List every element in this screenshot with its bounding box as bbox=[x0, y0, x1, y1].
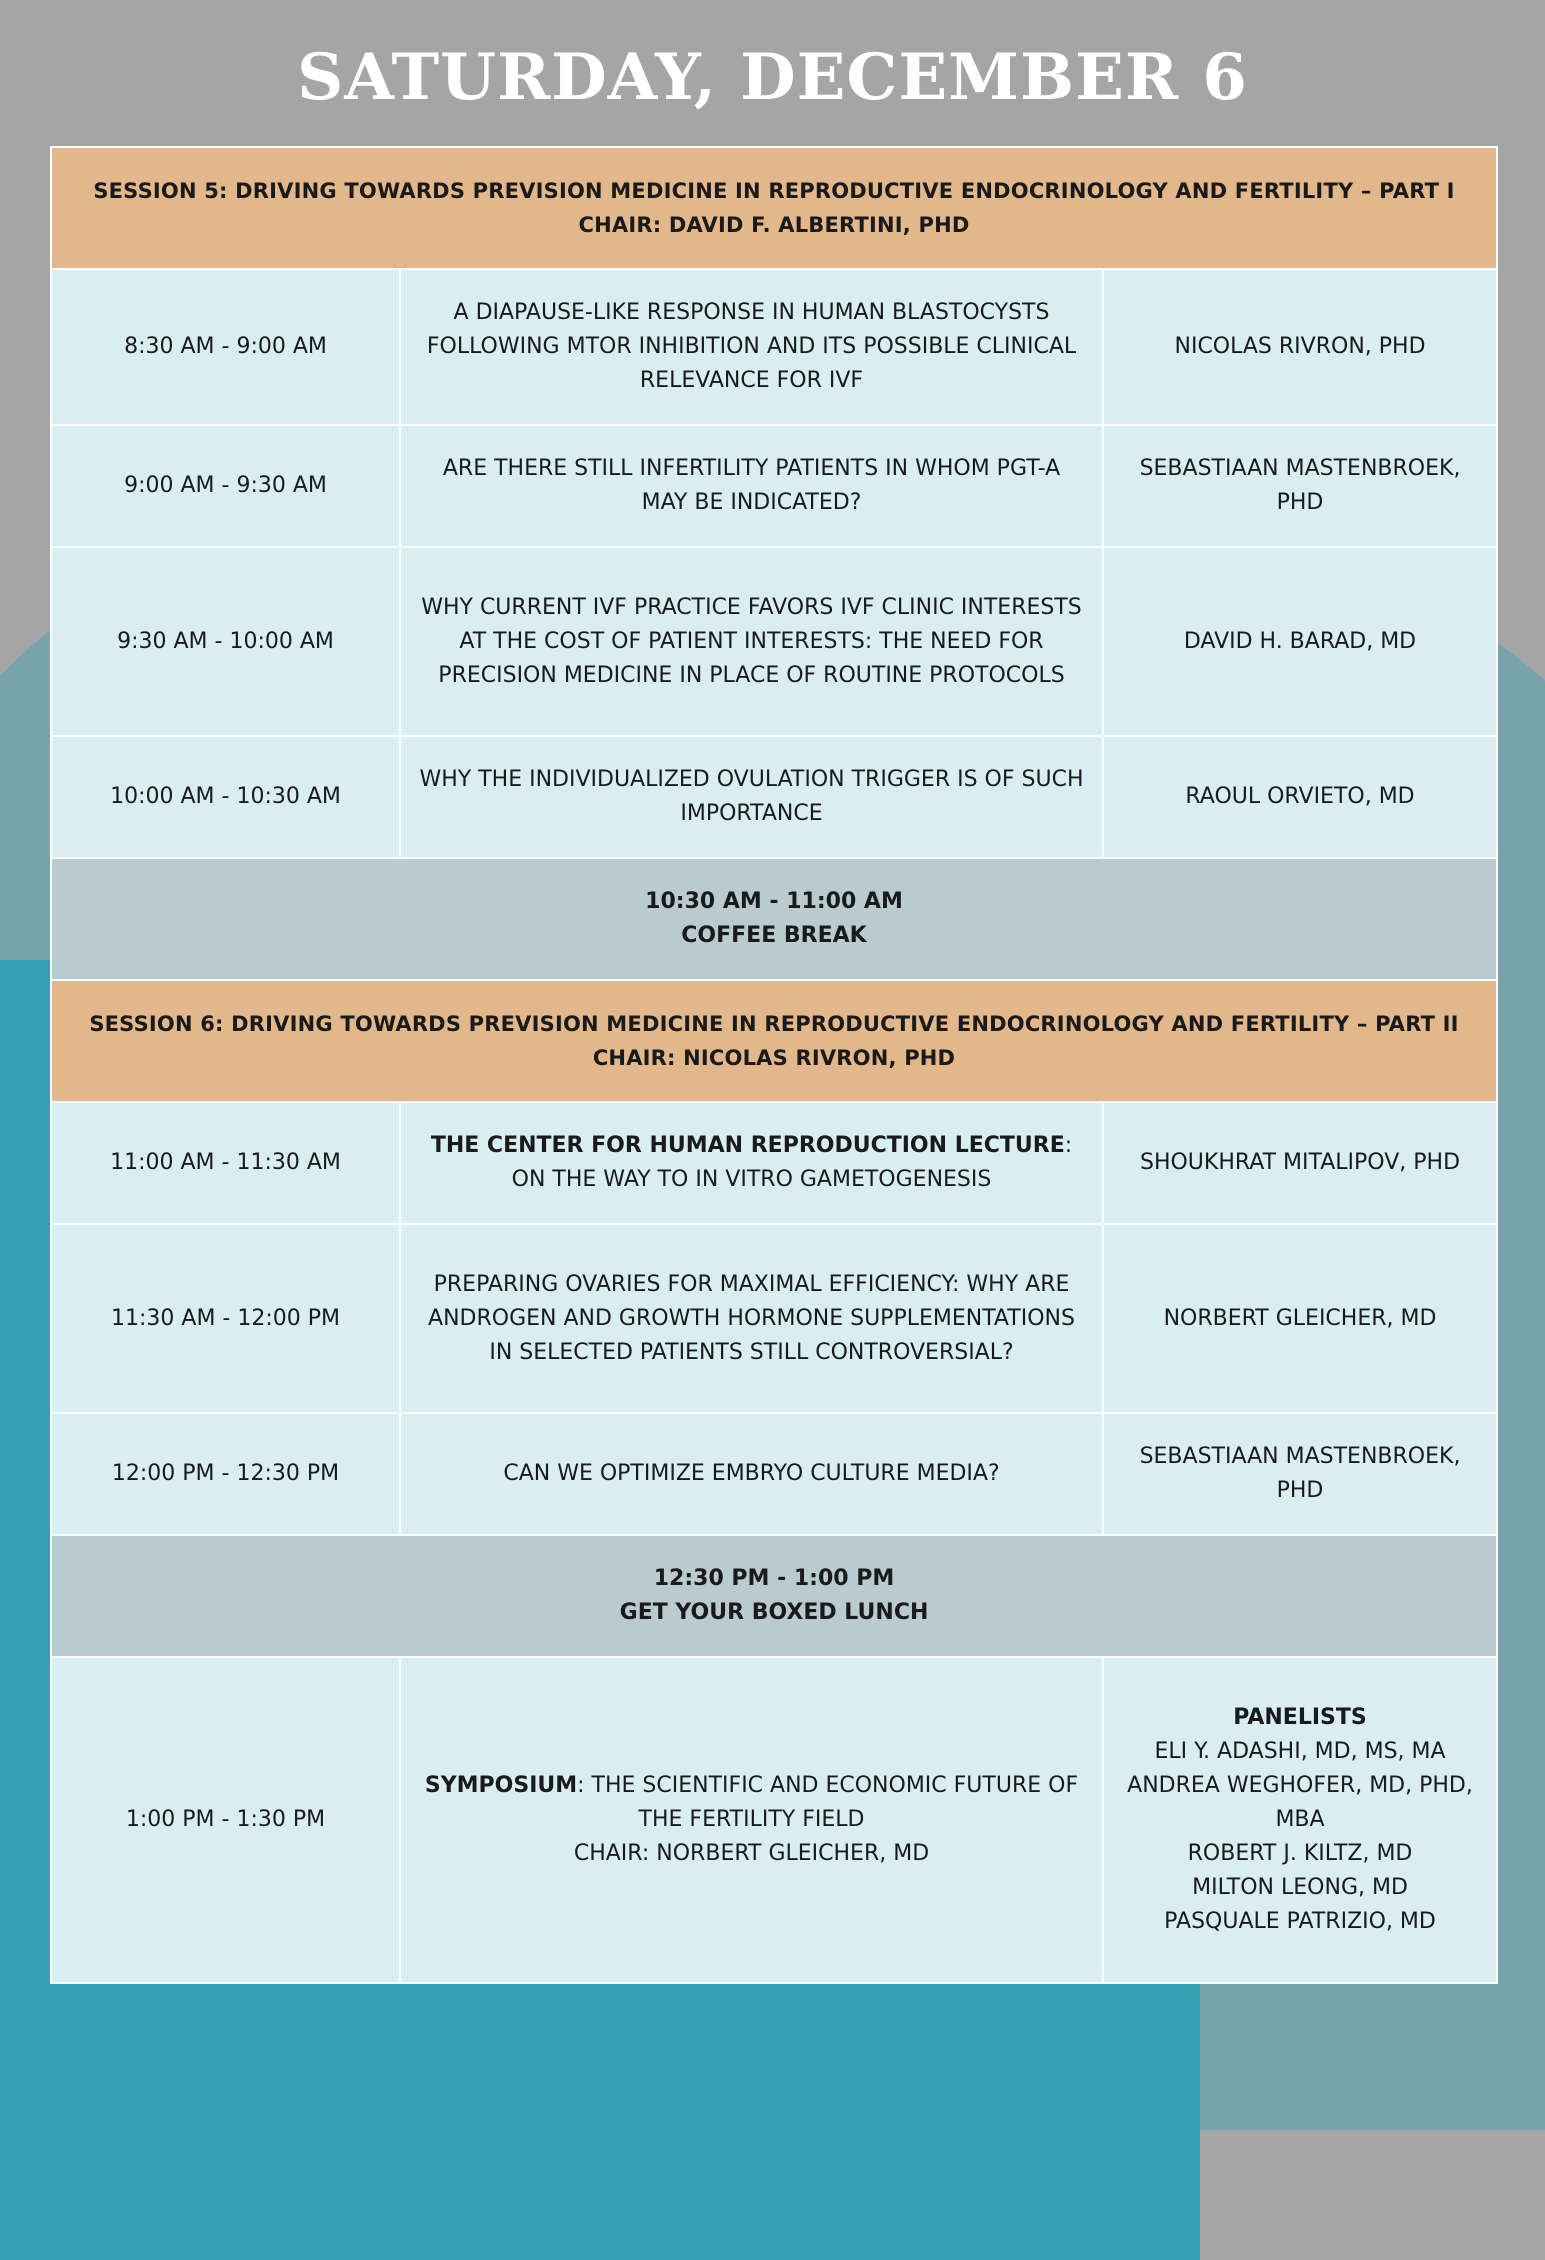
table-row bbox=[51, 1657, 1497, 1983]
schedule-table bbox=[50, 146, 1498, 1984]
panelists-heading: PANELISTS bbox=[1233, 1705, 1367, 1730]
table-row bbox=[51, 547, 1497, 736]
symposium-chair: CHAIR: NORBERT GLEICHER, MD bbox=[573, 1841, 930, 1866]
talk-title: WHY THE INDIVIDUALIZED OVULATION TRIGGER IS OF SUCH IMPORTANCE bbox=[400, 736, 1103, 858]
break-label: COFFEE BREAK bbox=[681, 923, 867, 948]
talk-speaker: NORBERT GLEICHER, MD bbox=[1103, 1224, 1497, 1413]
table-row bbox=[51, 1413, 1497, 1535]
talk-time: 10:00 AM - 10:30 AM bbox=[51, 736, 400, 858]
talk-title: PREPARING OVARIES FOR MAXIMAL EFFICIENCY: WHY ARE ANDROGEN AND GROWTH HORMONE SUPPLEMENTATIONS IN SELECTED PATIENTS STILL CONTROVERSIAL? bbox=[400, 1224, 1103, 1413]
table-row bbox=[51, 736, 1497, 858]
talk-time: 1:00 PM - 1:30 PM bbox=[51, 1657, 400, 1983]
break-time: 10:30 AM - 11:00 AM bbox=[645, 889, 903, 914]
session-chair: CHAIR: DAVID F. ALBERTINI, PHD bbox=[578, 213, 970, 237]
talk-speaker: SEBASTIAAN MASTENBROEK, PHD bbox=[1103, 425, 1497, 547]
talk-speaker: SHOUKHRAT MITALIPOV, PHD bbox=[1103, 1102, 1497, 1224]
session-title: SESSION 5: DRIVING TOWARDS PREVISION MEDICINE IN REPRODUCTIVE ENDOCRINOLOGY AND FERTILITY – PART I bbox=[93, 179, 1455, 203]
talk-speaker: NICOLAS RIVRON, PHD bbox=[1103, 269, 1497, 425]
panelist: ELI Y. ADASHI, MD, MS, MA bbox=[1154, 1739, 1446, 1764]
symposium-label: SYMPOSIUM bbox=[424, 1773, 578, 1798]
talk-time: 11:30 AM - 12:00 PM bbox=[51, 1224, 400, 1413]
table-row bbox=[51, 269, 1497, 425]
talk-title: A DIAPAUSE-LIKE RESPONSE IN HUMAN BLASTOCYSTS FOLLOWING MTOR INHIBITION AND ITS POSSIBLE CLINICAL RELEVANCE FOR IVF bbox=[400, 269, 1103, 425]
talk-time: 12:00 PM - 12:30 PM bbox=[51, 1413, 400, 1535]
talk-title bbox=[400, 1102, 1103, 1224]
table-row bbox=[51, 425, 1497, 547]
break-row bbox=[51, 1535, 1497, 1657]
talk-title: WHY CURRENT IVF PRACTICE FAVORS IVF CLINIC INTERESTS AT THE COST OF PATIENT INTERESTS: THE NEED FOR PRECISION MEDICINE IN PLACE OF ROUTINE PROTOCOLS bbox=[400, 547, 1103, 736]
talk-time: 9:30 AM - 10:00 AM bbox=[51, 547, 400, 736]
session-header bbox=[51, 147, 1497, 269]
session-header-cell bbox=[51, 980, 1497, 1102]
symposium-title: : THE SCIENTIFIC AND ECONOMIC FUTURE OF THE FERTILITY FIELD bbox=[577, 1773, 1079, 1832]
talk-speaker: DAVID H. BARAD, MD bbox=[1103, 547, 1497, 736]
talk-title-bold: THE CENTER FOR HUMAN REPRODUCTION LECTURE bbox=[430, 1133, 1065, 1158]
session-header-cell bbox=[51, 147, 1497, 269]
talk-speaker: RAOUL ORVIETO, MD bbox=[1103, 736, 1497, 858]
panelist: PASQUALE PATRIZIO, MD bbox=[1164, 1909, 1436, 1934]
talk-speaker: SEBASTIAAN MASTENBROEK, PHD bbox=[1103, 1413, 1497, 1535]
talk-time: 9:00 AM - 9:30 AM bbox=[51, 425, 400, 547]
session-title: SESSION 6: DRIVING TOWARDS PREVISION MEDICINE IN REPRODUCTIVE ENDOCRINOLOGY AND FERTILITY – PART II bbox=[89, 1012, 1459, 1036]
break-cell bbox=[51, 858, 1497, 980]
panelist: ANDREA WEGHOFER, MD, PHD, MBA bbox=[1127, 1773, 1473, 1832]
background-shape bbox=[1200, 1980, 1545, 2020]
talk-title: ARE THERE STILL INFERTILITY PATIENTS IN WHOM PGT-A MAY BE INDICATED? bbox=[400, 425, 1103, 547]
talk-title bbox=[400, 1657, 1103, 1983]
talk-time: 8:30 AM - 9:00 AM bbox=[51, 269, 400, 425]
page-title: SATURDAY, DECEMBER 6 bbox=[297, 40, 1248, 115]
break-label: GET YOUR BOXED LUNCH bbox=[619, 1600, 929, 1625]
talk-title-rest: : ON THE WAY TO IN VITRO GAMETOGENESIS bbox=[511, 1133, 1073, 1192]
talk-time: 11:00 AM - 11:30 AM bbox=[51, 1102, 400, 1224]
panelist: MILTON LEONG, MD bbox=[1192, 1875, 1408, 1900]
talk-title: CAN WE OPTIMIZE EMBRYO CULTURE MEDIA? bbox=[400, 1413, 1103, 1535]
table-row bbox=[51, 1102, 1497, 1224]
break-time: 12:30 PM - 1:00 PM bbox=[653, 1566, 895, 1591]
panelist: ROBERT J. KILTZ, MD bbox=[1187, 1841, 1413, 1866]
session-chair: CHAIR: NICOLAS RIVRON, PHD bbox=[592, 1046, 956, 1070]
break-row bbox=[51, 858, 1497, 980]
table-row bbox=[51, 1224, 1497, 1413]
break-cell bbox=[51, 1535, 1497, 1657]
panelists-cell bbox=[1103, 1657, 1497, 1983]
session-header bbox=[51, 980, 1497, 1102]
